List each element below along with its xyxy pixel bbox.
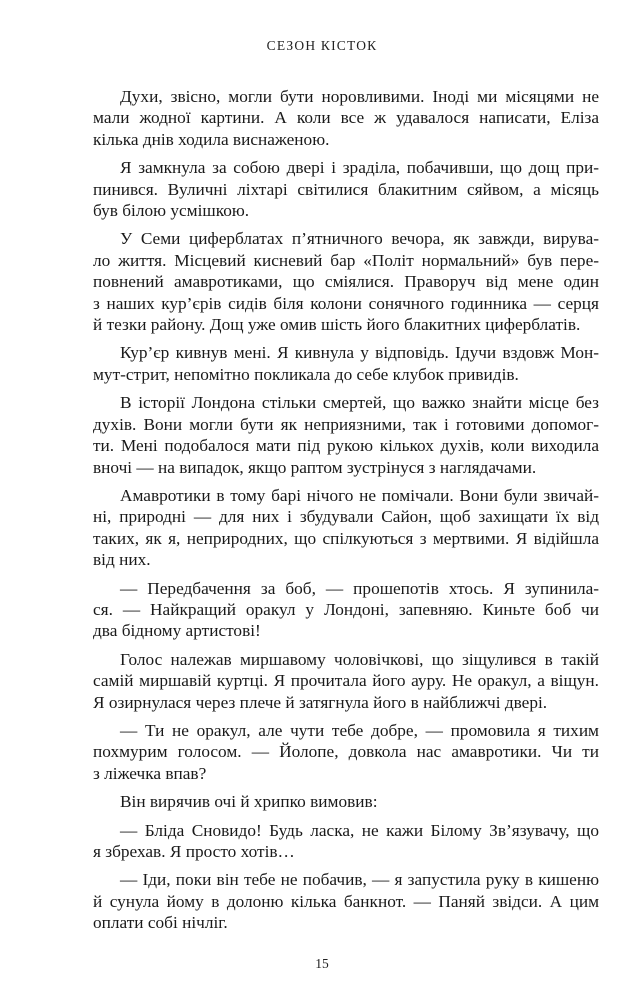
- text-line: й сунула йому в долоню кілька банкнот. — Паняй звідси. А цим: [93, 891, 599, 911]
- text-line: ти. Мені подобалося мати під рукою кількох духів, коли виходила: [93, 436, 599, 456]
- text-line: кілька днів ходила виснаженою.: [93, 129, 330, 149]
- text-line: й тезки району. Дощ уже омив шість його блакитних циферблатів.: [93, 315, 581, 335]
- text-line: Духи, звісно, могли бути норовливими. Іноді ми місяцями не: [120, 87, 599, 106]
- paragraph: [93, 86, 599, 150]
- paragraph: [93, 157, 599, 221]
- text-line: повнений амавротиками, що сміялися. Праворуч від мене один: [93, 272, 599, 292]
- paragraph: [93, 649, 599, 713]
- text-line: самій миршавій куртці. Я прочитала його ауру. Не оракул, а віщун.: [93, 671, 599, 691]
- text-line: ся. — Найкращий оракул у Лондоні, запевняю. Киньте боб чи: [93, 599, 599, 619]
- text-line: духів. Вони могли бути як неприязними, так і готовими допомог-: [93, 414, 599, 434]
- paragraph: [93, 228, 599, 335]
- text-line: Голос належав миршавому чоловічкові, що зіщулився в такій: [120, 649, 599, 669]
- text-line: похмурим голосом. — Йолопе, довкола нас амавротики. Чи ти: [93, 742, 599, 762]
- text-line: таких, як я, неприродних, що спілкуються з мертвими. Я відійшла: [93, 528, 599, 548]
- text-line: — Бліда Сновидо! Будь ласка, не кажи Білому Зв’язувачу, що: [120, 820, 599, 840]
- paragraph: [93, 820, 599, 863]
- text-line: ні, природні — для них і збудували Сайон, щоб захищати їх від: [93, 507, 599, 527]
- paragraph: [93, 392, 599, 478]
- text-line: оплати собі нічліг.: [93, 913, 228, 933]
- text-line: Кур’єр кивнув мені. Я кивнула у відповідь. Ідучи вздовж Мон-: [120, 343, 599, 363]
- text-line: Амавротики в тому барі нічого не помічали. Вони були звичай-: [120, 485, 599, 505]
- text-line: У Семи циферблатах п’ятничного вечора, як завжди, вирува-: [120, 229, 599, 249]
- paragraph: [93, 342, 599, 385]
- text-line: від них.: [93, 550, 151, 570]
- text-line: пинився. Вуличні ліхтарі світилися блакитним сяйвом, а місяць: [93, 179, 599, 199]
- text-line: мали жодної картини. А коли все ж удавалося написати, Еліза: [93, 108, 599, 128]
- running-head: СЕЗОН КІСТОК: [266, 38, 378, 53]
- text-line: Я озирнулася через плече й затягнула його в найближчі двері.: [93, 692, 548, 712]
- text-line: — Ти не оракул, але чути тебе добре, — промовила я тихим: [120, 720, 599, 740]
- text-line: ло життя. Місцевий кисневий бар «Політ нормальний» був пере-: [93, 250, 599, 270]
- paragraph: [93, 485, 599, 571]
- paragraph: [93, 869, 599, 933]
- text-line: Він вирячив очі й хрипко вимовив:: [120, 792, 378, 812]
- body-text: [93, 86, 599, 941]
- text-line: я збрехав. Я просто хотів…: [93, 842, 295, 861]
- text-line: мут-стрит, непомітно покликала до себе клубок привидів.: [93, 364, 519, 384]
- text-line: вночі — на випадок, якщо раптом зустрінуся з наглядачами.: [93, 457, 537, 477]
- text-line: В історії Лондона стільки смертей, що важко знайти місце без: [120, 393, 599, 413]
- paragraph: [93, 578, 599, 642]
- text-line: Я замкнула за собою двері і зраділа, побачивши, що дощ при-: [120, 158, 599, 178]
- paragraph: [93, 720, 599, 784]
- text-line: з ліжечка впав?: [93, 763, 207, 783]
- text-line: був білою усмішкою.: [93, 201, 250, 221]
- page-number: 15: [315, 956, 329, 971]
- text-line: — Іди, поки він тебе не побачив, — я запустила руку в кишеню: [120, 870, 599, 890]
- paragraph: [93, 791, 599, 812]
- text-line: з наших кур’єрів сидів біля колони сонячного годинника — серця: [93, 293, 599, 313]
- text-line: — Передбачення за боб, — прошепотів хтось. Я зупинила-: [120, 578, 599, 598]
- text-line: два бідному артистові!: [93, 621, 261, 641]
